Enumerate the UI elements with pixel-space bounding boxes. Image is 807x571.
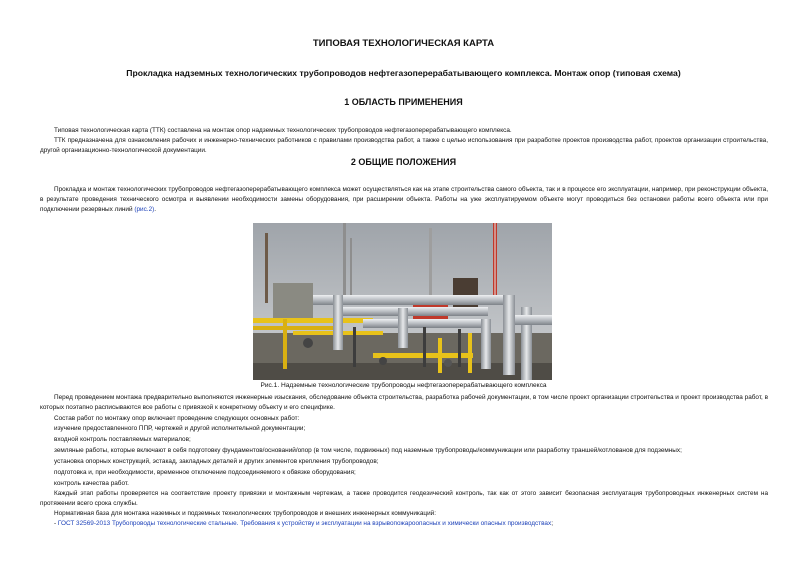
list-item: контроль качества работ. xyxy=(54,480,129,487)
section-2-paragraph-4: Каждый этап работы проверяется на соответствие проекту привязки и монтажным чертежам, а также проводится геодезический контроль, так как от этого зависит безопасная эксплуатация трубопроводных инженерных систем на протяжении всего срока службы. xyxy=(40,490,768,507)
section-2-paragraph-2: Перед проведением монтажа предварительно выполняются инженерные изыскания, обследование объекта строительства, разработка рабочей документации, в том числе проект организации строительства и проект производства работ, в которых поэтапно расписываются все работы с привязкой к конкретному объекту и его специфике. xyxy=(40,394,768,411)
figure-caption: Рис.1. Надземные технологические трубопроводы нефтегазоперерабатывающего комплекса xyxy=(260,382,547,389)
gost-prefix: - xyxy=(54,520,58,527)
section-1-paragraph-1: Типовая технологическая карта (ТТК) составлена на монтаж опор надземных технологических трубопроводов нефтегазоперерабатывающего комплекса. xyxy=(54,127,512,134)
gost-32569-link[interactable]: ГОСТ 32569-2013 Трубопроводы технологические стальные. Требования к устройству и эксплуатации на взрывопожароопасных и химически опасных производствах xyxy=(57,520,552,527)
list-item: установка опорных конструкций, эстакад, закладных деталей и других элементов крепления трубопроводов; xyxy=(54,458,379,465)
section-2-paragraph-5: Нормативная база для монтажа наземных и подземных технологических трубопроводов и внешних инженерных коммуникаций: xyxy=(54,510,436,517)
list-item: входной контроль поставляемых материалов; xyxy=(54,436,191,443)
section-2-paragraph-1 xyxy=(40,185,768,215)
figure-2-link[interactable]: (рис.2) xyxy=(134,206,155,213)
section-2-heading: 2 ОБЩИЕ ПОЛОЖЕНИЯ xyxy=(350,157,457,167)
paragraph-end: . xyxy=(154,206,157,213)
list-item: земляные работы, которые включают в себя подготовку фундаментов/оснований/опор (в том числе, подвижных) под наземные трубопроводы/коммуникации или разработку траншей/котлованов для подземных; xyxy=(54,447,682,454)
list-item: подготовка и, при необходимости, временное отключение подсоединяемого к обвязке оборудования; xyxy=(54,469,356,476)
gost-reference xyxy=(54,519,553,529)
list-item: изучение предоставленного ППР, чертежей и другой исполнительной документации; xyxy=(54,425,306,432)
document-subtitle: Прокладка надземных технологических трубопроводов нефтегазоперерабатывающего комплекса. Монтаж опор (типовая схема) xyxy=(126,68,681,78)
document-title: ТИПОВАЯ ТЕХНОЛОГИЧЕСКАЯ КАРТА xyxy=(312,38,495,49)
section-1-paragraph-2: ТТК предназначена для ознакомления рабочих и инженерно-технических работников с правилами производства работ, а также с целью использования при разработке проектов производства работ, проектов организации строительства, другой организационно-технологической документации. xyxy=(40,137,768,154)
section-1-heading: 1 ОБЛАСТЬ ПРИМЕНЕНИЯ xyxy=(344,97,463,107)
pipelines-photo-graphic xyxy=(253,223,552,380)
gost-end: ; xyxy=(551,520,553,527)
section-2-paragraph-3: Состав работ по монтажу опор включает проведение следующих основных работ: xyxy=(54,415,300,422)
paragraph-text: Прокладка и монтаж технологических трубопроводов нефтегазоперерабатывающего комплекса может осуществляться как на этапе строительства самого объекта, так и в процессе его эксплуатации, например, при реконструкции объекта, в результате проведения технического осмотра и выявлении необходимости замены оборудования, при расширении объекта. Работы на уже эксплуатируемом объекте могут проводиться без остановки работы всего объекта или при подключении резервных линий xyxy=(40,186,768,213)
pipelines-photo xyxy=(253,223,552,380)
